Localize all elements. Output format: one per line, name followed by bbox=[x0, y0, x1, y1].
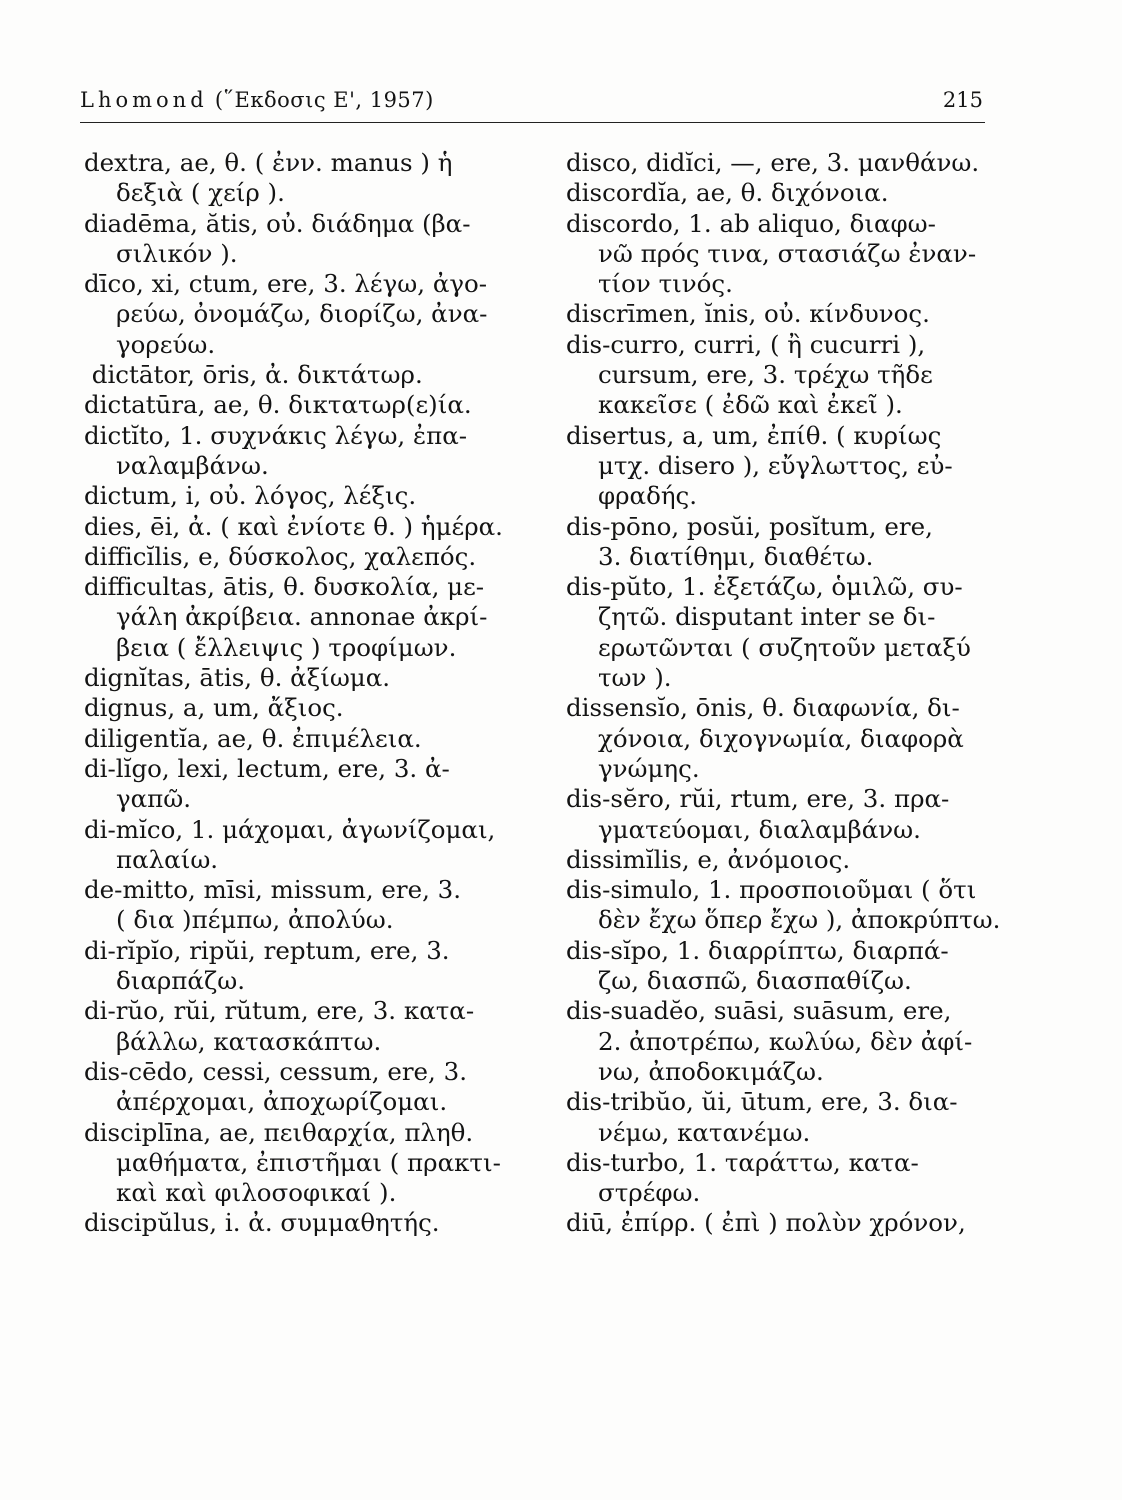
dictionary-entry-line: dis-suadĕo, suāsi, suāsum, ere, bbox=[566, 996, 952, 1026]
dictionary-entry-line: dis-tribŭo, ŭi, ūtum, ere, 3. δια- bbox=[566, 1087, 958, 1117]
entry-continuation-line: ζητῶ. disputant inter se δι- bbox=[598, 602, 936, 632]
entry-continuation-line: ερωτῶνται ( συζητοῦν μεταξύ bbox=[598, 632, 971, 662]
entry-continuation-line: γαπῶ. bbox=[116, 784, 192, 814]
header-title bbox=[80, 88, 434, 112]
dictionary-entry-line: difficultas, ātis, θ. δυσκολία, με- bbox=[84, 572, 485, 602]
dictionary-entry-line: dictatūra, ae, θ. δικτατωρ(ε)ία. bbox=[84, 390, 472, 420]
entry-continuation-line: ζω, διασπῶ, διασπαθίζω. bbox=[598, 966, 912, 996]
dictionary-entry-line: dignus, a, um, ἄξιος. bbox=[84, 693, 344, 723]
entry-continuation-line: βάλλω, κατασκάπτω. bbox=[116, 1026, 382, 1056]
dictionary-entry-line: dis-sĭpo, 1. διαρρίπτω, διαρπά- bbox=[566, 935, 949, 965]
header-edition: (῞Εκδοσις Ε', 1957) bbox=[207, 88, 434, 112]
entry-continuation-line: ναλαμβάνω. bbox=[116, 450, 269, 480]
entry-continuation-line: διαρπάζω. bbox=[116, 966, 245, 996]
dictionary-entry-line: discordo, 1. ab aliquo, διαφω- bbox=[566, 208, 936, 238]
entry-continuation-line: νῶ πρός τινα, στασιάζω ἐναν- bbox=[598, 238, 977, 268]
dictionary-entry-line: dignĭtas, ātis, θ. ἀξίωμα. bbox=[84, 663, 391, 693]
entry-continuation-line: στρέφω. bbox=[598, 1178, 701, 1208]
entry-continuation-line: νω, ἀποδοκιμάζω. bbox=[598, 1056, 824, 1086]
entry-continuation-line: 2. ἀποτρέπω, κωλύω, δὲν ἀφί- bbox=[598, 1026, 973, 1056]
entry-continuation-line: γορεύω. bbox=[116, 329, 216, 359]
dictionary-entry-line: dis-turbo, 1. ταράττω, κατα- bbox=[566, 1147, 919, 1177]
entry-continuation-line: νέμω, κατανέμω. bbox=[598, 1117, 811, 1147]
dictionary-entry-line: disco, didĭci, —, ere, 3. μανθάνω. bbox=[566, 148, 980, 177]
entry-continuation-line: γματεύομαι, διαλαμβάνω. bbox=[598, 814, 921, 844]
dictionary-entry-line: disciplīna, ae, πειθαρχία, πληθ. bbox=[84, 1117, 474, 1147]
dictionary-entry-line: dis-pŭto, 1. ἐξετάζω, ὁμιλῶ, συ- bbox=[566, 572, 963, 602]
entry-continuation-line: κακεῖσε ( ἐδῶ καὶ ἐκεῖ ). bbox=[598, 390, 903, 420]
entry-continuation-line: βεια ( ἔλλειψις ) τροφίμων. bbox=[116, 632, 457, 662]
dictionary-entry-line: dextra, ae, θ. ( ἐνν. manus ) ἡ bbox=[84, 148, 453, 177]
dictionary-entry-line: dictum, i, οὐ. λόγος, λέξις. bbox=[84, 481, 417, 511]
dictionary-entry-line: discordĭa, ae, θ. διχόνοια. bbox=[566, 178, 889, 208]
page-number: 215 bbox=[942, 88, 983, 112]
dictionary-entry-line: dis-curro, curri, ( ἢ cucurri ), bbox=[566, 329, 926, 359]
entry-continuation-line: 3. διατίθημι, διαθέτω. bbox=[598, 541, 874, 571]
dictionary-entry-line: di-lĭgo, lexi, lectum, ere, 3. ἀ- bbox=[84, 753, 450, 783]
dictionary-entry-line: dissensĭo, ōnis, θ. διαφωνία, δι- bbox=[566, 693, 960, 723]
dictionary-entry-line: disertus, a, um, ἐπίθ. ( κυρίως bbox=[566, 420, 942, 450]
dictionary-entry-line: diligentĭa, ae, θ. ἐπιμέλεια. bbox=[84, 723, 422, 753]
dictionary-entry-line: diadēma, ătis, οὐ. διάδημα (βα- bbox=[84, 208, 471, 238]
left-column bbox=[84, 148, 520, 1239]
dictionary-entry-line: difficĭlis, e, δύσκολος, χαλεπός. bbox=[84, 541, 477, 571]
entry-continuation-line: cursum, ere, 3. τρέχω τῆδε bbox=[598, 360, 933, 390]
entry-continuation-line: των ). bbox=[598, 663, 672, 693]
dictionary-entry-line: dictĭto, 1. συχνάκις λέγω, ἐπα- bbox=[84, 420, 468, 450]
entry-continuation-line: παλαίω. bbox=[116, 844, 219, 874]
entry-continuation-line: μαθήματα, ἐπιστῆμαι ( πρακτι- bbox=[116, 1147, 501, 1177]
dictionary-entry-line: dies, ēi, ἀ. ( καὶ ἐνίοτε θ. ) ἡμέρα. bbox=[84, 511, 503, 541]
dictionary-entry-line: dis-pōno, posŭi, posĭtum, ere, bbox=[566, 511, 933, 541]
dictionary-entry-line: de-mitto, mīsi, missum, ere, 3. bbox=[84, 875, 462, 905]
dictionary-entry-line: dīco, xi, ctum, ere, 3. λέγω, ἀγο- bbox=[84, 269, 488, 299]
dictionary-entry-line: dis-simulo, 1. προσποιοῦμαι ( ὅτι bbox=[566, 875, 977, 905]
entry-continuation-line: ἀπέρχομαι, ἀποχωρίζομαι. bbox=[116, 1087, 448, 1117]
right-column bbox=[566, 148, 1001, 1239]
header-author: Lhomond bbox=[80, 88, 208, 112]
entry-continuation-line: γνώμης. bbox=[598, 753, 700, 783]
dictionary-entry-line: discipŭlus, i. ἀ. συμμαθητής. bbox=[84, 1208, 440, 1238]
dictionary-entry-line: dis-sĕro, rŭi, rtum, ere, 3. πρα- bbox=[566, 784, 950, 814]
entry-continuation-line: καὶ καὶ φιλοσοφικαί ). bbox=[116, 1178, 397, 1208]
dictionary-entry-line: discrīmen, ĭnis, οὐ. κίνδυνος. bbox=[566, 299, 930, 329]
running-header bbox=[80, 86, 985, 123]
entry-continuation-line: μτχ. disero ), εὔγλωττος, εὐ- bbox=[598, 450, 953, 480]
entry-continuation-line: σιλικόν ). bbox=[116, 238, 238, 268]
entry-continuation-line: δεξιὰ ( χείρ ). bbox=[116, 178, 285, 208]
dictionary-entry-line: dissimĭlis, e, ἀνόμοιος. bbox=[566, 844, 851, 874]
entry-continuation-line: ( δια )πέμπω, ἀπολύω. bbox=[116, 905, 394, 935]
entry-continuation-line: γάλη ἀκρίβεια. annonae ἀκρί- bbox=[116, 602, 488, 632]
entry-continuation-line: φραδής. bbox=[598, 481, 698, 511]
dictionary-entry-line: di-rĭpĭo, ripŭi, reptum, ere, 3. bbox=[84, 935, 450, 965]
entry-continuation-line: ρεύω, ὀνομάζω, διορίζω, ἀνα- bbox=[116, 299, 488, 329]
dictionary-entry-line: di-rŭo, rŭi, rŭtum, ere, 3. κατα- bbox=[84, 996, 475, 1026]
entry-continuation-line: δὲν ἔχω ὅπερ ἔχω ), ἀποκρύπτω. bbox=[598, 905, 1001, 935]
dictionary-entry-line: di-mĭco, 1. μάχομαι, ἀγωνίζομαι, bbox=[84, 814, 496, 844]
entry-continuation-line: τίον τινός. bbox=[598, 269, 733, 299]
dictionary-entry-line: dictātor, ōris, ἀ. δικτάτωρ. bbox=[84, 360, 423, 390]
dictionary-entry-line: dis-cēdo, cessi, cessum, ere, 3. bbox=[84, 1056, 467, 1086]
dictionary-entry-line: diū, ἐπίρρ. ( ἐπὶ ) πολὺν χρόνον, bbox=[566, 1208, 966, 1238]
entry-continuation-line: χόνοια, διχογνωμία, διαφορὰ bbox=[598, 723, 964, 753]
